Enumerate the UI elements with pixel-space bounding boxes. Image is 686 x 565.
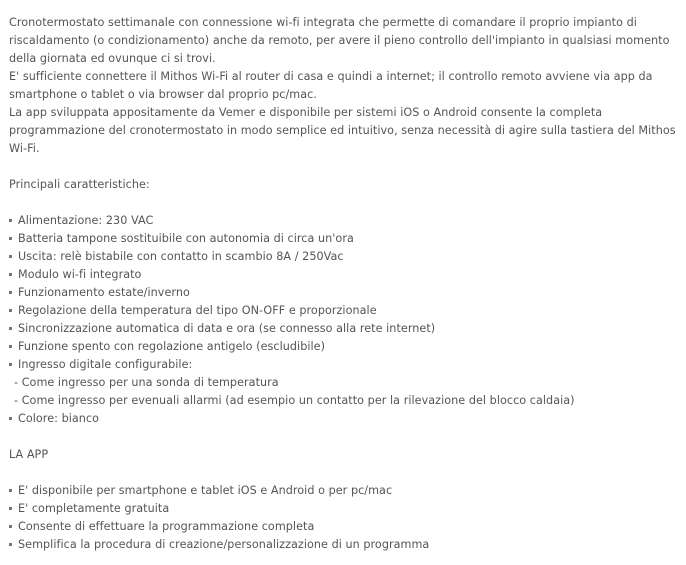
intro-line: smartphone o tablet o via browser dal proprio pc/mac. xyxy=(9,88,317,101)
app-item xyxy=(9,482,681,500)
feature-item xyxy=(9,320,681,338)
feature-text: Funzionamento estate/inverno xyxy=(18,286,190,299)
feature-text: Modulo wi-fi integrato xyxy=(18,268,142,281)
bullet-icon xyxy=(9,363,12,366)
bullet-icon xyxy=(9,525,12,528)
bullet-icon xyxy=(9,543,12,546)
feature-item xyxy=(9,266,681,284)
intro-line: E' sufficiente connettere il Mithos Wi-Fi al router di casa e quindi a internet; il controllo remoto avviene via app da xyxy=(9,70,653,83)
app-heading: LA APP xyxy=(9,448,49,461)
feature-item xyxy=(9,356,681,374)
app-item xyxy=(9,518,681,536)
features-heading: Principali caratteristiche: xyxy=(9,178,150,191)
bullet-icon xyxy=(9,507,12,510)
intro-line: Wi-Fi. xyxy=(9,142,40,155)
feature-sub-item: - Come ingresso per evenuali allarmi (ad esempio un contatto per la rilevazione del blocco caldaia) xyxy=(14,394,575,407)
app-text: Semplifica la procedura di creazione/personalizzazione di un programma xyxy=(18,538,430,551)
feature-text: Batteria tampone sostituibile con autonomia di circa un'ora xyxy=(18,232,354,245)
feature-text: Uscita: relè bistabile con contatto in scambio 8A / 250Vac xyxy=(18,250,344,263)
intro-line: della giornata ed ovunque ci si trovi. xyxy=(9,52,216,65)
spacer xyxy=(9,158,681,176)
bullet-icon xyxy=(9,309,12,312)
bullet-icon xyxy=(9,219,12,222)
bullet-icon xyxy=(9,417,12,420)
feature-item xyxy=(9,212,681,230)
intro-line: programmazione del cronotermostato in modo semplice ed intuitivo, senza necessità di agire sulla tastiera del Mithos xyxy=(9,124,676,137)
spacer xyxy=(9,194,681,212)
feature-text: Ingresso digitale configurabile: xyxy=(18,358,193,371)
feature-item xyxy=(9,410,681,428)
app-text: E' disponibile per smartphone e tablet iOS e Android o per pc/mac xyxy=(18,484,393,497)
intro-paragraph xyxy=(9,14,681,158)
feature-item xyxy=(9,230,681,248)
product-description xyxy=(9,14,681,554)
app-text: E' completamente gratuita xyxy=(18,502,170,515)
spacer xyxy=(9,464,681,482)
bullet-icon xyxy=(9,345,12,348)
feature-text: Funzione spento con regolazione antigelo (escludibile) xyxy=(18,340,326,353)
bullet-icon xyxy=(9,489,12,492)
feature-sub-item: - Come ingresso per una sonda di temperatura xyxy=(14,376,279,389)
bullet-icon xyxy=(9,255,12,258)
intro-line: riscaldamento (o condizionamento) anche da remoto, per avere il pieno controllo dell'impianto in qualsiasi momento xyxy=(9,34,670,47)
intro-line: Cronotermostato settimanale con connessione wi-fi integrata che permette di comandare il proprio impianto di xyxy=(9,16,637,29)
feature-item xyxy=(9,338,681,356)
feature-text: Colore: bianco xyxy=(18,412,100,425)
features-list xyxy=(9,212,681,428)
bullet-icon xyxy=(9,237,12,240)
app-list xyxy=(9,482,681,554)
bullet-icon xyxy=(9,273,12,276)
app-text: Consente di effettuare la programmazione completa xyxy=(18,520,315,533)
bullet-icon xyxy=(9,291,12,294)
feature-item xyxy=(9,284,681,302)
feature-text: Sincronizzazione automatica di data e ora (se connesso alla rete internet) xyxy=(18,322,436,335)
intro-line: La app sviluppata appositamente da Vemer e disponibile per sistemi iOS o Android consente la completa xyxy=(9,106,603,119)
bullet-icon xyxy=(9,327,12,330)
app-item xyxy=(9,500,681,518)
feature-item xyxy=(9,248,681,266)
spacer xyxy=(9,428,681,446)
feature-text: Regolazione della temperatura del tipo ON-OFF e proporzionale xyxy=(18,304,377,317)
feature-text: Alimentazione: 230 VAC xyxy=(18,214,154,227)
app-item xyxy=(9,536,681,554)
feature-item xyxy=(9,302,681,320)
